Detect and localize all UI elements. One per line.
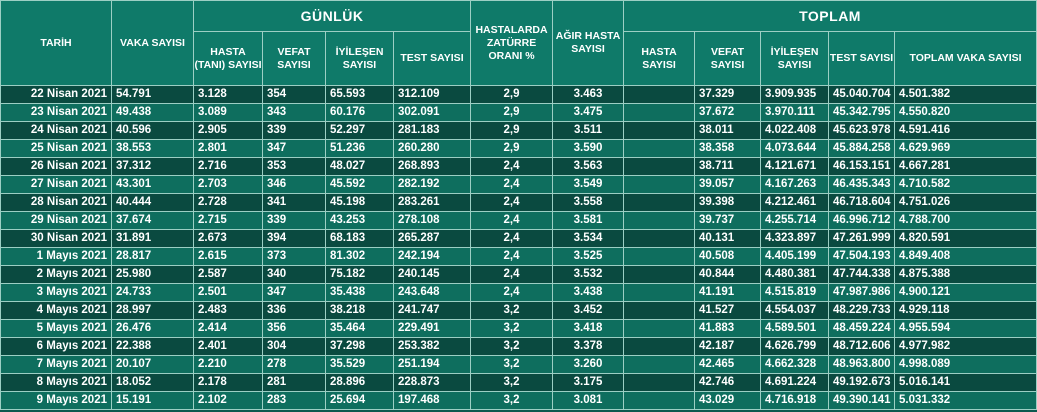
cell-agir-hasta: 3.549: [553, 176, 624, 194]
cell-date: 26 Nisan 2021: [1, 158, 112, 176]
cell-gunluk-vefat: 341: [263, 194, 326, 212]
cell-gunluk-iyilesen: 25.694: [326, 392, 394, 410]
header-toplam-iyilesen: İYİLEŞEN SAYISI: [761, 32, 829, 86]
cell-gunluk-hasta: 2.501: [194, 284, 263, 302]
cell-vaka: 40.444: [112, 194, 194, 212]
cell-gunluk-vefat: 353: [263, 158, 326, 176]
cell-toplam-iyilesen: 4.022.408: [761, 122, 829, 140]
cell-toplam-test: 45.040.704: [829, 86, 895, 104]
cell-vaka: 20.107: [112, 356, 194, 374]
cell-zaturre: 2,9: [471, 86, 553, 104]
cell-gunluk-iyilesen: 38.218: [326, 302, 394, 320]
cell-vaka: 40.596: [112, 122, 194, 140]
cell-toplam-test: 48.459.224: [829, 320, 895, 338]
cell-toplam-vaka: 4.788.700: [895, 212, 1037, 230]
table-row: [1, 194, 1037, 212]
header-gunluk-iyilesen: İYİLEŞEN SAYISI: [326, 32, 394, 86]
cell-gunluk-vefat: 354: [263, 86, 326, 104]
cell-gunluk-iyilesen: 35.464: [326, 320, 394, 338]
table-row: [1, 104, 1037, 122]
cell-gunluk-test: 243.648: [394, 284, 471, 302]
cell-agir-hasta: 3.418: [553, 320, 624, 338]
cell-toplam-vaka: 4.875.388: [895, 266, 1037, 284]
cell-gunluk-hasta: 2.178: [194, 374, 263, 392]
cell-zaturre: 2,9: [471, 104, 553, 122]
cell-toplam-vaka: 4.929.118: [895, 302, 1037, 320]
cell-gunluk-hasta: 3.089: [194, 104, 263, 122]
cell-agir-hasta: 3.511: [553, 122, 624, 140]
table-body: [1, 86, 1037, 410]
table-row: [1, 212, 1037, 230]
header-tarih: TARİH: [1, 1, 112, 86]
cell-gunluk-hasta: 2.102: [194, 392, 263, 410]
cell-date: 29 Nisan 2021: [1, 212, 112, 230]
cell-date: 2 Mayıs 2021: [1, 266, 112, 284]
header-vaka-sayisi: VAKA SAYISI: [112, 1, 194, 86]
cell-gunluk-iyilesen: 51.236: [326, 140, 394, 158]
cell-gunluk-vefat: 340: [263, 266, 326, 284]
cell-agir-hasta: 3.463: [553, 86, 624, 104]
cell-date: 5 Mayıs 2021: [1, 320, 112, 338]
cell-toplam-iyilesen: 4.626.799: [761, 338, 829, 356]
cell-gunluk-hasta: 2.673: [194, 230, 263, 248]
cell-toplam-iyilesen: 4.255.714: [761, 212, 829, 230]
cell-toplam-vefat: 37.672: [695, 104, 761, 122]
cell-zaturre: 3,2: [471, 374, 553, 392]
cell-zaturre: 3,2: [471, 320, 553, 338]
table-row: [1, 320, 1037, 338]
table-row: [1, 392, 1037, 410]
cell-gunluk-iyilesen: 45.592: [326, 176, 394, 194]
header-gunluk-test: TEST SAYISI: [394, 32, 471, 86]
header-toplam-test: TEST SAYISI: [829, 32, 895, 86]
table-row: [1, 176, 1037, 194]
cell-zaturre: 2,4: [471, 230, 553, 248]
cell-vaka: 28.997: [112, 302, 194, 320]
cell-toplam-vaka: 4.710.582: [895, 176, 1037, 194]
cell-gunluk-iyilesen: 45.198: [326, 194, 394, 212]
cell-date: 23 Nisan 2021: [1, 104, 112, 122]
cell-toplam-hasta: [624, 356, 695, 374]
cell-toplam-hasta: [624, 104, 695, 122]
cell-gunluk-test: 278.108: [394, 212, 471, 230]
cell-toplam-vaka: 4.751.026: [895, 194, 1037, 212]
cell-toplam-vefat: 43.029: [695, 392, 761, 410]
table-row: [1, 284, 1037, 302]
cell-toplam-hasta: [624, 302, 695, 320]
cell-toplam-vefat: 39.057: [695, 176, 761, 194]
cell-gunluk-iyilesen: 75.182: [326, 266, 394, 284]
cell-gunluk-test: 282.192: [394, 176, 471, 194]
cell-toplam-vefat: 40.131: [695, 230, 761, 248]
cell-toplam-hasta: [624, 86, 695, 104]
cell-toplam-vaka: 4.629.969: [895, 140, 1037, 158]
table-row: [1, 374, 1037, 392]
cell-toplam-hasta: [624, 338, 695, 356]
cell-gunluk-hasta: 2.716: [194, 158, 263, 176]
cell-zaturre: 2,4: [471, 176, 553, 194]
table-row: [1, 248, 1037, 266]
cell-vaka: 31.891: [112, 230, 194, 248]
cell-toplam-iyilesen: 4.691.224: [761, 374, 829, 392]
cell-agir-hasta: 3.534: [553, 230, 624, 248]
cell-date: 24 Nisan 2021: [1, 122, 112, 140]
cell-toplam-test: 47.261.999: [829, 230, 895, 248]
cell-toplam-vaka: 5.031.332: [895, 392, 1037, 410]
cell-agir-hasta: 3.175: [553, 374, 624, 392]
cell-toplam-iyilesen: 3.909.935: [761, 86, 829, 104]
cell-gunluk-iyilesen: 35.529: [326, 356, 394, 374]
cell-toplam-vefat: 42.746: [695, 374, 761, 392]
cell-toplam-iyilesen: 4.589.501: [761, 320, 829, 338]
cell-toplam-vefat: 42.187: [695, 338, 761, 356]
table-row: [1, 122, 1037, 140]
cell-gunluk-iyilesen: 43.253: [326, 212, 394, 230]
cell-toplam-vefat: 40.508: [695, 248, 761, 266]
cell-toplam-vaka: 4.977.982: [895, 338, 1037, 356]
cell-gunluk-test: 228.873: [394, 374, 471, 392]
cell-toplam-test: 46.718.604: [829, 194, 895, 212]
cell-gunluk-test: 240.145: [394, 266, 471, 284]
cell-toplam-iyilesen: 4.323.897: [761, 230, 829, 248]
cell-date: 6 Mayıs 2021: [1, 338, 112, 356]
cell-toplam-hasta: [624, 122, 695, 140]
table-row: [1, 140, 1037, 158]
cell-gunluk-hasta: 2.905: [194, 122, 263, 140]
cell-gunluk-vefat: 356: [263, 320, 326, 338]
table-row: [1, 302, 1037, 320]
cell-gunluk-vefat: 336: [263, 302, 326, 320]
cell-gunluk-test: 265.287: [394, 230, 471, 248]
cell-toplam-vaka: 4.550.820: [895, 104, 1037, 122]
cell-agir-hasta: 3.475: [553, 104, 624, 122]
cell-toplam-test: 47.744.338: [829, 266, 895, 284]
cell-gunluk-test: 197.468: [394, 392, 471, 410]
cell-vaka: 24.733: [112, 284, 194, 302]
cell-vaka: 54.791: [112, 86, 194, 104]
cell-agir-hasta: 3.438: [553, 284, 624, 302]
cell-zaturre: 2,9: [471, 140, 553, 158]
cell-vaka: 43.301: [112, 176, 194, 194]
cell-vaka: 49.438: [112, 104, 194, 122]
header-gunluk: GÜNLÜK: [194, 1, 471, 32]
cell-zaturre: 3,2: [471, 392, 553, 410]
cell-date: 9 Mayıs 2021: [1, 392, 112, 410]
cell-gunluk-test: 281.183: [394, 122, 471, 140]
cell-toplam-test: 46.435.343: [829, 176, 895, 194]
cell-toplam-iyilesen: 4.554.037: [761, 302, 829, 320]
header-toplam: TOPLAM: [624, 1, 1037, 32]
cell-gunluk-test: 268.893: [394, 158, 471, 176]
cell-gunluk-test: 229.491: [394, 320, 471, 338]
cell-toplam-test: 45.884.258: [829, 140, 895, 158]
cell-gunluk-iyilesen: 52.297: [326, 122, 394, 140]
cell-toplam-vefat: 38.011: [695, 122, 761, 140]
cell-gunluk-iyilesen: 65.593: [326, 86, 394, 104]
cell-gunluk-hasta: 2.483: [194, 302, 263, 320]
cell-toplam-vaka: 5.016.141: [895, 374, 1037, 392]
table-row: [1, 266, 1037, 284]
cell-toplam-vefat: 37.329: [695, 86, 761, 104]
cell-agir-hasta: 3.378: [553, 338, 624, 356]
cell-vaka: 37.312: [112, 158, 194, 176]
cell-toplam-test: 47.504.193: [829, 248, 895, 266]
cell-vaka: 18.052: [112, 374, 194, 392]
header-gunluk-vefat: VEFAT SAYISI: [263, 32, 326, 86]
cell-gunluk-vefat: 373: [263, 248, 326, 266]
cell-date: 4 Mayıs 2021: [1, 302, 112, 320]
cell-toplam-vaka: 4.900.121: [895, 284, 1037, 302]
cell-toplam-vaka: 4.849.408: [895, 248, 1037, 266]
cell-zaturre: 3,2: [471, 302, 553, 320]
cell-toplam-test: 48.712.606: [829, 338, 895, 356]
cell-gunluk-hasta: 2.715: [194, 212, 263, 230]
cell-gunluk-iyilesen: 28.896: [326, 374, 394, 392]
table-row: [1, 356, 1037, 374]
cell-zaturre: 2,4: [471, 158, 553, 176]
cell-toplam-vefat: 40.844: [695, 266, 761, 284]
cell-gunluk-iyilesen: 35.438: [326, 284, 394, 302]
cell-date: 27 Nisan 2021: [1, 176, 112, 194]
cell-toplam-vefat: 41.527: [695, 302, 761, 320]
cell-vaka: 28.817: [112, 248, 194, 266]
cell-gunluk-hasta: 2.728: [194, 194, 263, 212]
cell-gunluk-test: 251.194: [394, 356, 471, 374]
cell-toplam-iyilesen: 4.662.328: [761, 356, 829, 374]
table-row: [1, 338, 1037, 356]
cell-toplam-test: 46.153.151: [829, 158, 895, 176]
cell-toplam-hasta: [624, 248, 695, 266]
cell-vaka: 22.388: [112, 338, 194, 356]
cell-gunluk-test: 283.261: [394, 194, 471, 212]
cell-gunluk-test: 241.747: [394, 302, 471, 320]
cell-gunluk-hasta: 2.801: [194, 140, 263, 158]
cell-date: 25 Nisan 2021: [1, 140, 112, 158]
cell-toplam-hasta: [624, 194, 695, 212]
cell-zaturre: 3,2: [471, 338, 553, 356]
cell-toplam-vefat: 38.711: [695, 158, 761, 176]
cell-toplam-vaka: 4.955.594: [895, 320, 1037, 338]
cell-toplam-iyilesen: 4.073.644: [761, 140, 829, 158]
table-row: [1, 230, 1037, 248]
cell-agir-hasta: 3.260: [553, 356, 624, 374]
cell-gunluk-hasta: 2.401: [194, 338, 263, 356]
cell-vaka: 25.980: [112, 266, 194, 284]
cell-toplam-hasta: [624, 266, 695, 284]
cell-gunluk-vefat: 304: [263, 338, 326, 356]
cell-toplam-vefat: 39.398: [695, 194, 761, 212]
cell-agir-hasta: 3.581: [553, 212, 624, 230]
cell-gunluk-iyilesen: 81.302: [326, 248, 394, 266]
cell-zaturre: 2,4: [471, 284, 553, 302]
header-toplam-vaka: TOPLAM VAKA SAYISI: [895, 32, 1037, 86]
cell-gunluk-iyilesen: 48.027: [326, 158, 394, 176]
cell-gunluk-vefat: 347: [263, 284, 326, 302]
table-row: [1, 86, 1037, 104]
cell-toplam-iyilesen: 4.167.263: [761, 176, 829, 194]
cell-zaturre: 2,4: [471, 266, 553, 284]
cell-agir-hasta: 3.590: [553, 140, 624, 158]
cell-toplam-test: 45.623.978: [829, 122, 895, 140]
cell-gunluk-vefat: 339: [263, 212, 326, 230]
cell-toplam-vefat: 41.191: [695, 284, 761, 302]
cell-toplam-hasta: [624, 212, 695, 230]
cell-gunluk-vefat: 339: [263, 122, 326, 140]
cell-toplam-hasta: [624, 284, 695, 302]
cell-zaturre: 2,4: [471, 248, 553, 266]
cell-gunluk-iyilesen: 68.183: [326, 230, 394, 248]
cell-gunluk-vefat: 346: [263, 176, 326, 194]
cell-gunluk-hasta: 2.615: [194, 248, 263, 266]
cell-gunluk-iyilesen: 37.298: [326, 338, 394, 356]
cell-date: 8 Mayıs 2021: [1, 374, 112, 392]
cell-toplam-iyilesen: 3.970.111: [761, 104, 829, 122]
cell-toplam-test: 45.342.795: [829, 104, 895, 122]
cell-agir-hasta: 3.563: [553, 158, 624, 176]
header-zaturre-orani: HASTALARDA ZATÜRRE ORANI %: [471, 1, 553, 86]
cell-toplam-vefat: 41.883: [695, 320, 761, 338]
cell-toplam-test: 46.996.712: [829, 212, 895, 230]
cell-date: 30 Nisan 2021: [1, 230, 112, 248]
header-agir-hasta: AĞIR HASTA SAYISI: [553, 1, 624, 86]
cell-gunluk-hasta: 2.703: [194, 176, 263, 194]
cell-toplam-vefat: 42.465: [695, 356, 761, 374]
cell-toplam-iyilesen: 4.405.199: [761, 248, 829, 266]
cell-toplam-iyilesen: 4.480.381: [761, 266, 829, 284]
cell-agir-hasta: 3.081: [553, 392, 624, 410]
cell-toplam-vaka: 4.591.416: [895, 122, 1037, 140]
cell-toplam-vefat: 39.737: [695, 212, 761, 230]
cell-toplam-vaka: 4.667.281: [895, 158, 1037, 176]
cell-vaka: 38.553: [112, 140, 194, 158]
cell-toplam-hasta: [624, 140, 695, 158]
cell-gunluk-test: 260.280: [394, 140, 471, 158]
header-gunluk-hasta: HASTA (TANI) SAYISI: [194, 32, 263, 86]
cell-gunluk-vefat: 394: [263, 230, 326, 248]
cell-zaturre: 2,4: [471, 194, 553, 212]
cell-gunluk-vefat: 281: [263, 374, 326, 392]
cell-zaturre: 2,4: [471, 212, 553, 230]
table-row: [1, 158, 1037, 176]
cell-toplam-test: 48.229.733: [829, 302, 895, 320]
cell-toplam-test: 47.987.986: [829, 284, 895, 302]
cell-date: 1 Mayıs 2021: [1, 248, 112, 266]
cell-toplam-test: 49.390.141: [829, 392, 895, 410]
cell-gunluk-hasta: 3.128: [194, 86, 263, 104]
cell-toplam-vaka: 4.501.382: [895, 86, 1037, 104]
cell-toplam-vaka: 4.998.089: [895, 356, 1037, 374]
header-toplam-hasta: HASTA SAYISI: [624, 32, 695, 86]
cell-gunluk-test: 312.109: [394, 86, 471, 104]
cell-toplam-iyilesen: 4.716.918: [761, 392, 829, 410]
cell-agir-hasta: 3.532: [553, 266, 624, 284]
header-toplam-vefat: VEFAT SAYISI: [695, 32, 761, 86]
cell-date: 22 Nisan 2021: [1, 86, 112, 104]
cell-zaturre: 3,2: [471, 356, 553, 374]
cell-gunluk-vefat: 283: [263, 392, 326, 410]
cell-toplam-test: 49.192.673: [829, 374, 895, 392]
cell-toplam-iyilesen: 4.212.461: [761, 194, 829, 212]
cell-date: 28 Nisan 2021: [1, 194, 112, 212]
cell-gunluk-test: 302.091: [394, 104, 471, 122]
cell-gunluk-hasta: 2.210: [194, 356, 263, 374]
cell-toplam-hasta: [624, 230, 695, 248]
cell-toplam-vaka: 4.820.591: [895, 230, 1037, 248]
cell-gunluk-test: 242.194: [394, 248, 471, 266]
cell-toplam-test: 48.963.800: [829, 356, 895, 374]
cell-gunluk-hasta: 2.587: [194, 266, 263, 284]
cell-agir-hasta: 3.525: [553, 248, 624, 266]
cell-agir-hasta: 3.558: [553, 194, 624, 212]
cell-gunluk-hasta: 2.414: [194, 320, 263, 338]
cell-gunluk-vefat: 278: [263, 356, 326, 374]
cell-toplam-iyilesen: 4.515.819: [761, 284, 829, 302]
cell-toplam-hasta: [624, 374, 695, 392]
cell-gunluk-vefat: 343: [263, 104, 326, 122]
cell-agir-hasta: 3.452: [553, 302, 624, 320]
cell-toplam-hasta: [624, 392, 695, 410]
cell-gunluk-iyilesen: 60.176: [326, 104, 394, 122]
cell-toplam-vefat: 38.358: [695, 140, 761, 158]
cell-gunluk-vefat: 347: [263, 140, 326, 158]
cell-vaka: 37.674: [112, 212, 194, 230]
cell-vaka: 15.191: [112, 392, 194, 410]
cell-date: 7 Mayıs 2021: [1, 356, 112, 374]
cell-vaka: 26.476: [112, 320, 194, 338]
cell-toplam-iyilesen: 4.121.671: [761, 158, 829, 176]
cell-gunluk-test: 253.382: [394, 338, 471, 356]
cell-toplam-hasta: [624, 176, 695, 194]
cell-zaturre: 2,9: [471, 122, 553, 140]
cell-date: 3 Mayıs 2021: [1, 284, 112, 302]
cell-toplam-hasta: [624, 158, 695, 176]
cell-toplam-hasta: [624, 320, 695, 338]
